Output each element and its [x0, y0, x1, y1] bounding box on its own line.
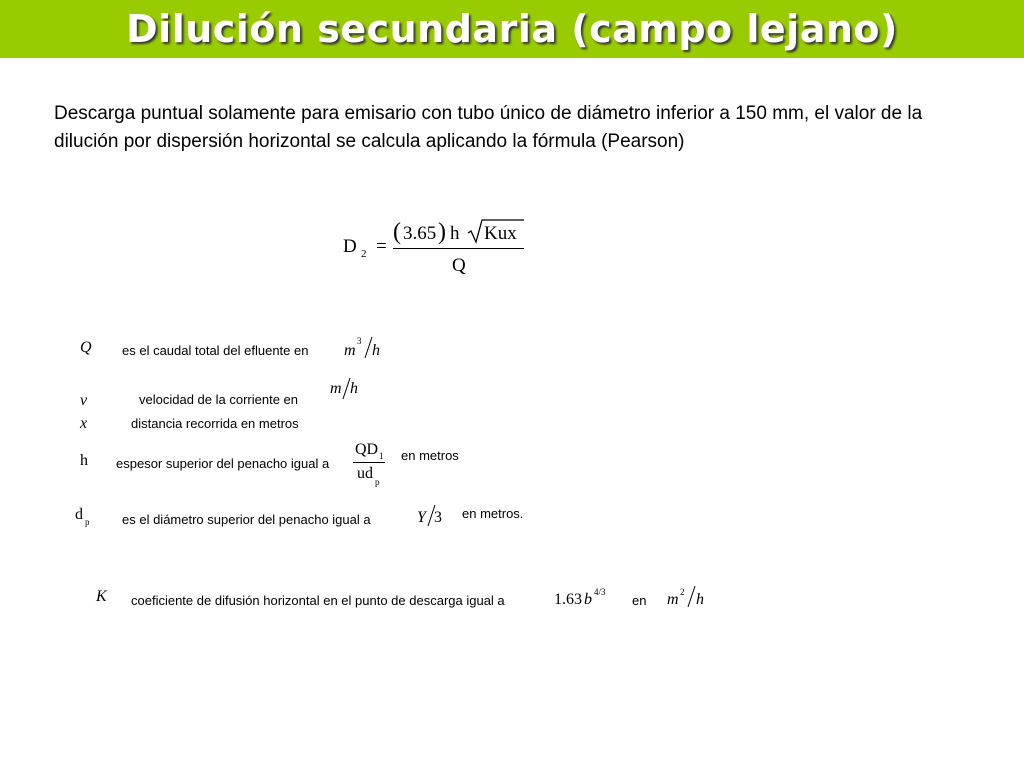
formula-lhs-sub: 2 — [361, 248, 367, 260]
unit-q-exp: 3 — [357, 336, 362, 346]
h-frac-num: QD — [355, 441, 379, 458]
symbol-v: v — [80, 392, 88, 409]
k-exp: 4/3 — [594, 587, 606, 597]
unit-v-h: h — [350, 380, 358, 397]
h-frac-den: ud — [357, 465, 373, 482]
symbol-d-sub: p — [85, 517, 90, 527]
definition-h-after: en metros — [401, 448, 459, 463]
k-en: en — [632, 593, 647, 608]
formula-num-h: h — [450, 223, 460, 244]
unit-q-h: h — [372, 342, 380, 359]
unit-k-exp: 2 — [680, 587, 685, 597]
unit-k-m: m — [667, 591, 679, 608]
definition-h-text: espesor superior del penacho igual a — [116, 456, 330, 471]
unit-v-m: m — [330, 380, 342, 397]
slide-title: Dilución secundaria (campo lejano) — [126, 7, 898, 51]
definition-dp-after: en metros. — [462, 506, 524, 521]
definition-k-text: coeficiente de difusión horizontal en el punto de descarga igual a — [131, 593, 505, 608]
k-coef: 1.63 — [554, 591, 582, 608]
slash-icon — [686, 585, 696, 609]
formula-lhs: D — [343, 236, 357, 257]
formula-sqrt-arg: Kux — [484, 223, 517, 244]
definition-dp-text: es el diámetro superior del penacho igual a — [122, 512, 371, 527]
formula-den: Q — [452, 255, 466, 276]
h-fraction-bar — [353, 462, 385, 463]
symbol-q: Q — [80, 339, 92, 356]
h-frac-den-sub: p — [375, 477, 380, 487]
symbol-x: x — [80, 415, 88, 432]
formula-rparen: ) — [438, 219, 446, 245]
intro-paragraph: Descarga puntual solamente para emisario con tubo único de diámetro inferior a 150 mm, el valor de la dilución por dispersión horizontal se calcula aplicando la fórmula (Pearson) — [54, 103, 923, 152]
symbol-h: h — [80, 452, 88, 469]
formula-num-coef: 3.65 — [403, 223, 437, 244]
symbol-d: d — [75, 506, 83, 523]
unit-k-h: h — [696, 591, 704, 608]
symbol-k: K — [96, 588, 107, 605]
dp-expr-num: Y — [417, 509, 426, 526]
definition-q-text: es el caudal total del efluente en — [122, 343, 309, 358]
formula-lparen: ( — [393, 219, 401, 245]
k-var: b — [584, 591, 592, 608]
definition-x-text: distancia recorrida en metros — [131, 416, 299, 431]
formula-fraction-bar — [393, 248, 524, 249]
definition-v-text: velocidad de la corriente en — [139, 392, 298, 407]
dp-expr-den: 3 — [434, 509, 442, 526]
formula-equals: = — [376, 236, 387, 257]
unit-q-m: m — [344, 342, 356, 359]
h-frac-num-sub: 1 — [379, 451, 384, 461]
